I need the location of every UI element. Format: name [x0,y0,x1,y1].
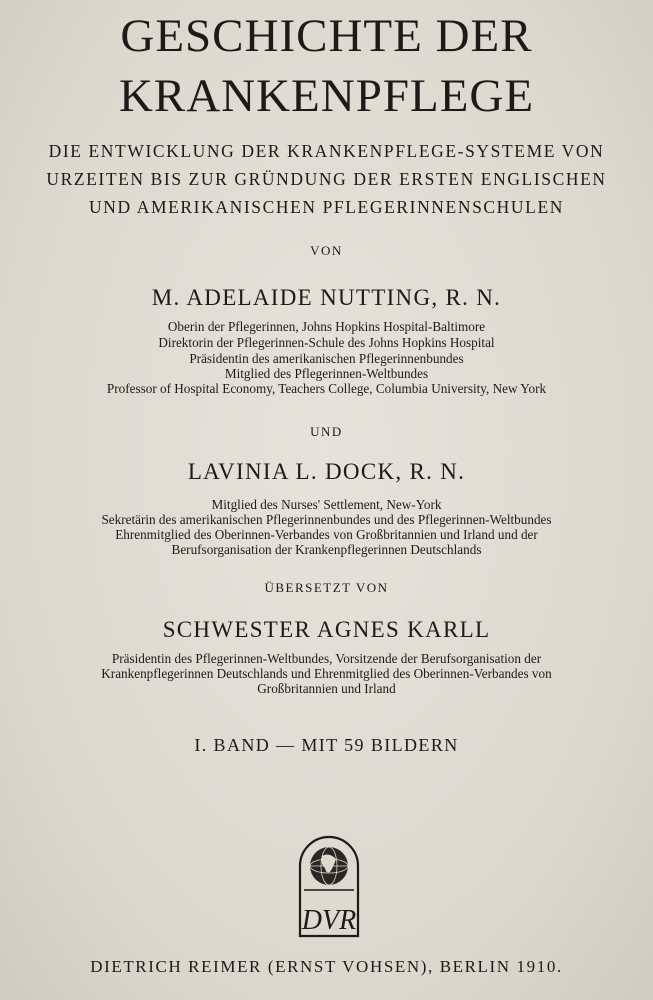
subtitle-line-3: UND AMERIKANISCHEN PFLEGERINNENSCHULEN [89,197,564,217]
author-1-affiliation: Präsidentin des amerikanischen Pflegerinnenbundes [189,351,464,366]
and-label: UND [310,424,343,439]
author-1-affiliation: Direktorin der Pflegerinnen-Schule des Johns Hopkins Hospital [158,335,495,350]
author-1-affiliation: Oberin der Pflegerinnen, Johns Hopkins Hospital-Baltimore [167,319,486,334]
publisher-emblem-icon [296,832,362,938]
translator-affiliation: Krankenpflegerinnen Deutschlands und Ehrenmitglied des Oberinnen-Verbandes von [101,666,552,681]
author-1-affiliation: Mitglied des Pflegerinnen-Weltbundes [224,366,429,381]
subtitle-line-2: URZEITEN BIS ZUR GRÜNDUNG DER ERSTEN ENGLISCHEN [46,169,607,189]
book-title-line-2: KRANKENPFLEGE [118,70,535,122]
author-2-affiliation: Berufsorganisation der Krankenpflegerinnen Deutschlands [171,542,482,557]
author-1-name: M. ADELAIDE NUTTING, R. N. [151,285,502,310]
book-title-line-1: GESCHICHTE DER [120,10,533,62]
author-2-affiliation: Mitglied des Nurses' Settlement, New-York [211,497,442,512]
translator-affiliation: Präsidentin des Pflegerinnen-Weltbundes, Vorsitzende der Berufsorganisation der [111,651,542,666]
author-1-affiliation: Professor of Hospital Economy, Teachers College, Columbia University, New York [106,381,547,396]
translator-affiliation: Großbritannien und Irland [257,681,396,696]
author-2-affiliation: Sekretärin des amerikanischen Pflegerinnenbundes und des Pflegerinnen-Weltbundes [101,512,552,527]
subtitle-line-1: DIE ENTWICKLUNG DER KRANKENPFLEGE-SYSTEME VON [48,141,605,161]
translator-name: SCHWESTER AGNES KARLL [162,617,491,642]
author-2-affiliation: Ehrenmitglied des Oberinnen-Verbandes von Großbritannien und Irland und der [115,527,538,542]
emblem-monogram: DVR [301,905,357,936]
translated-by-label: ÜBERSETZT VON [264,580,389,595]
publisher-line: DIETRICH REIMER (ERNST VOHSEN), BERLIN 1910. [90,957,563,976]
author-2-name: LAVINIA L. DOCK, R. N. [187,459,466,484]
by-label: VON [310,243,343,258]
volume-info: I. BAND — MIT 59 BILDERN [194,735,459,755]
